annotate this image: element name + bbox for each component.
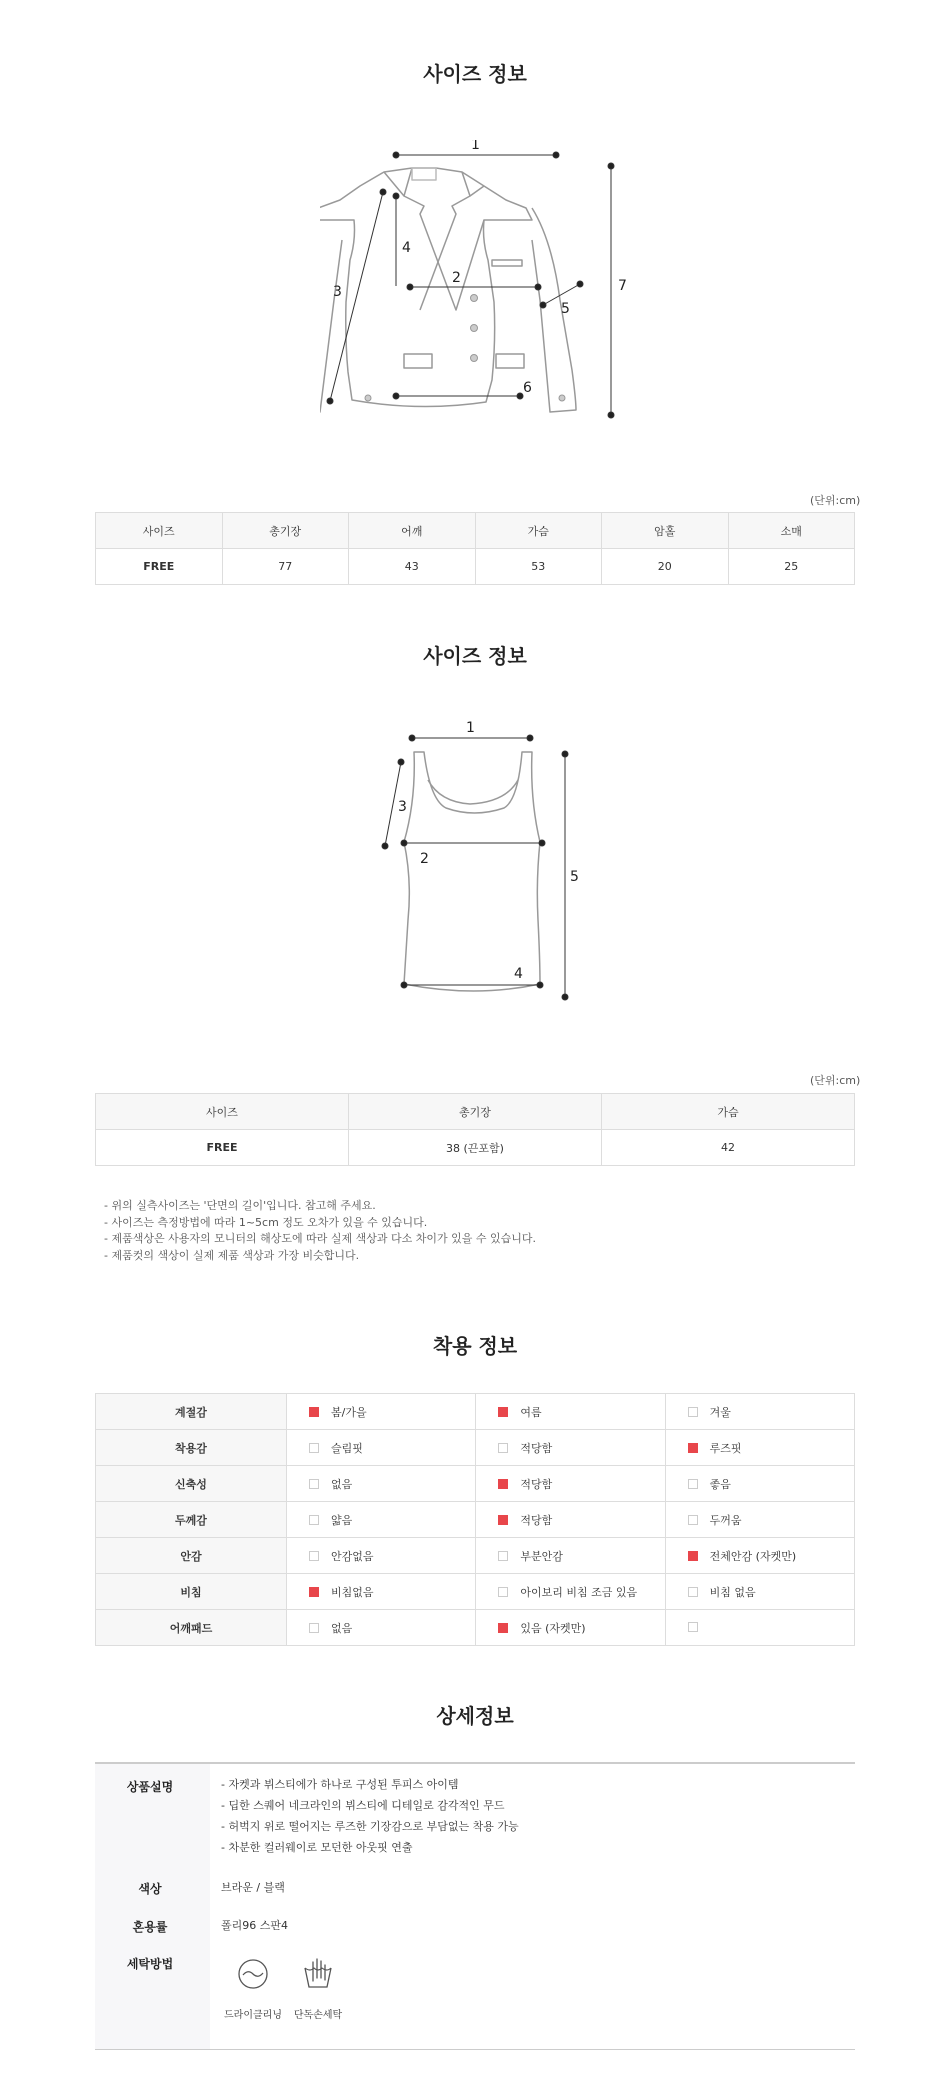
- checked-box-icon: [309, 1587, 319, 1597]
- note-line: - 위의 실측사이즈는 '단면의 길이'입니다. 참고해 주세요.: [104, 1199, 376, 1212]
- header-cell: 총기장: [222, 513, 349, 549]
- header-cell: 총기장: [349, 1094, 602, 1130]
- fit-option-text: 슬림핏: [331, 1441, 363, 1455]
- value-cell: 53: [475, 549, 602, 585]
- fit-option-text: 얇음: [331, 1513, 353, 1527]
- measure-label: 4: [402, 240, 411, 256]
- jacket-size-table: [95, 512, 855, 585]
- desc-lines: [221, 1774, 519, 1858]
- wash-item: [223, 1956, 283, 2021]
- header-cell: 가슴: [475, 513, 602, 549]
- unchecked-box-icon: [688, 1515, 698, 1525]
- fit-option-text: 적당함: [520, 1513, 553, 1527]
- unchecked-box-icon: [688, 1479, 698, 1489]
- value-cell: 42: [602, 1130, 855, 1166]
- fit-option: [665, 1502, 854, 1538]
- header-cell: 사이즈: [96, 513, 223, 549]
- fit-row-label: 비침: [96, 1574, 287, 1610]
- fit-option-text: 겨울: [709, 1405, 731, 1419]
- header-cell: 사이즈: [96, 1094, 349, 1130]
- measure-label: 5: [570, 869, 579, 885]
- desc-line: - 차분한 컬러웨이로 모던한 아웃핏 연출: [221, 1841, 413, 1854]
- measure-label: 7: [618, 278, 627, 294]
- fit-row: [96, 1574, 855, 1610]
- fit-option-text: 전체안감 (자켓만): [709, 1549, 797, 1563]
- fit-option: [287, 1466, 476, 1502]
- fit-option-text: 아이보리 비침 조금 있음: [520, 1585, 638, 1599]
- fit-option: [665, 1574, 854, 1610]
- fit-option-text: 좋음: [709, 1477, 731, 1491]
- checked-box-icon: [498, 1479, 508, 1489]
- fit-row: [96, 1610, 855, 1646]
- detail-info-title: 상세정보: [436, 1704, 514, 1728]
- fit-info-title: 착용 정보: [432, 1334, 518, 1358]
- size-info-title: 사이즈 정보: [423, 62, 527, 86]
- fit-option-text: 적당함: [520, 1441, 553, 1455]
- value-cell: 43: [349, 549, 476, 585]
- header-cell: 어깨: [349, 513, 476, 549]
- unit-label: (단위:cm): [810, 494, 861, 507]
- fit-option: [476, 1466, 665, 1502]
- measure-label: 6: [523, 380, 532, 396]
- header-cell: 가슴: [602, 1094, 855, 1130]
- fit-option: [476, 1430, 665, 1466]
- unchecked-box-icon: [309, 1443, 319, 1453]
- fit-option: [287, 1394, 476, 1430]
- wash-text: 드라이클리닝: [224, 2010, 282, 2021]
- fit-option-text: 봄/가을: [331, 1405, 367, 1419]
- unchecked-box-icon: [309, 1623, 319, 1633]
- note-line: - 사이즈는 측정방법에 따라 1~5cm 정도 오차가 있을 수 있습니다.: [104, 1215, 428, 1229]
- measure-label: 3: [398, 799, 407, 815]
- header-cell: 암홀: [602, 513, 729, 549]
- header-cell: 소매: [728, 513, 855, 549]
- value-cell: 77: [222, 549, 349, 585]
- fit-option: [287, 1610, 476, 1646]
- value-cell: 38 (끈포함): [349, 1130, 602, 1166]
- fit-option: [476, 1610, 665, 1646]
- fit-option-text: 비침 없음: [709, 1585, 756, 1599]
- fit-option-text: 적당함: [520, 1477, 553, 1491]
- fit-option-text: 안감없음: [331, 1549, 374, 1563]
- unchecked-box-icon: [309, 1515, 319, 1525]
- unchecked-box-icon: [498, 1551, 508, 1561]
- measure-label: 1: [466, 720, 475, 736]
- note-line: - 제품컷의 색상이 실제 제품 색상과 가장 비슷합니다.: [104, 1248, 360, 1262]
- checked-box-icon: [688, 1443, 698, 1453]
- checked-box-icon: [498, 1623, 508, 1633]
- fit-info-table: [95, 1393, 855, 1646]
- value-cell: 25: [728, 549, 855, 585]
- measure-label: 5: [561, 301, 570, 317]
- fit-option: [665, 1466, 854, 1502]
- measure-label: 1: [471, 140, 480, 153]
- fit-option-text: 여름: [520, 1405, 542, 1419]
- fit-row: [96, 1394, 855, 1430]
- fit-row-label: 안감: [96, 1538, 287, 1574]
- fit-row-label: 계절감: [96, 1394, 287, 1430]
- desc-line: - 허벅지 위로 떨어지는 루즈한 기장감으로 부담없는 착용 가능: [221, 1820, 519, 1833]
- jacket-diagram: [320, 140, 630, 430]
- unchecked-box-icon: [309, 1479, 319, 1489]
- fit-option-text: 비침없음: [331, 1585, 374, 1599]
- fit-option: [476, 1538, 665, 1574]
- fit-option: [665, 1394, 854, 1430]
- fit-option: [665, 1430, 854, 1466]
- fit-option: [476, 1502, 665, 1538]
- fit-row-label: 어깨패드: [96, 1610, 287, 1646]
- unchecked-box-icon: [498, 1443, 508, 1453]
- unchecked-box-icon: [498, 1587, 508, 1597]
- fit-option-text: 두꺼움: [709, 1513, 742, 1527]
- wash-item: [288, 1956, 348, 2021]
- fit-option: [476, 1394, 665, 1430]
- detail-info-panel: [95, 1762, 855, 2050]
- fit-option-text: 부분안감: [520, 1549, 563, 1563]
- bustier-diagram: [370, 720, 590, 1005]
- fit-row-label: 신축성: [96, 1466, 287, 1502]
- measure-label: 3: [333, 284, 342, 300]
- color-label: 색상: [138, 1882, 162, 1896]
- measure-label: 4: [514, 966, 523, 982]
- fit-option: [476, 1574, 665, 1610]
- desc-line: - 딥한 스퀘어 네크라인의 뷔스티에 디테일로 감각적인 무드: [221, 1799, 505, 1812]
- checked-box-icon: [498, 1515, 508, 1525]
- fit-row: [96, 1430, 855, 1466]
- fit-option-text: 루즈핏: [709, 1441, 742, 1455]
- checked-box-icon: [688, 1551, 698, 1561]
- fit-option-text: 없음: [331, 1621, 353, 1635]
- desc-line: - 자켓과 뷔스티에가 하나로 구성된 투피스 아이템: [221, 1778, 459, 1791]
- fit-row: [96, 1502, 855, 1538]
- fit-option: [287, 1430, 476, 1466]
- bustier-size-table: [95, 1093, 855, 1166]
- fit-option: [665, 1538, 854, 1574]
- dry-clean-icon: [235, 1956, 271, 1992]
- checked-box-icon: [498, 1407, 508, 1417]
- desc-label: 상품설명: [126, 1780, 174, 1794]
- fit-option-text: 있음 (자켓만): [520, 1621, 586, 1635]
- color-value: 브라운 / 블랙: [221, 1881, 285, 1894]
- fit-option-text: 없음: [331, 1477, 353, 1491]
- fit-row-label: 두께감: [96, 1502, 287, 1538]
- fit-option: [287, 1538, 476, 1574]
- measure-label: 2: [452, 270, 461, 286]
- unchecked-box-icon: [688, 1587, 698, 1597]
- wash-label: 세탁방법: [126, 1957, 174, 1971]
- size-cell: FREE: [96, 1130, 349, 1166]
- fit-option: [287, 1502, 476, 1538]
- size-info-title: 사이즈 정보: [423, 644, 527, 668]
- fit-row-label: 착용감: [96, 1430, 287, 1466]
- hand-wash-icon: [300, 1956, 336, 1992]
- wash-text: 단독손세탁: [293, 2010, 343, 2021]
- note-line: - 제품색상은 사용자의 모니터의 해상도에 따라 실제 색상과 다소 차이가 있을 수 있습니다.: [104, 1232, 536, 1245]
- material-label: 혼용률: [132, 1920, 168, 1934]
- unchecked-box-icon: [309, 1551, 319, 1561]
- value-cell: 20: [602, 549, 729, 585]
- size-cell: FREE: [96, 549, 223, 585]
- checked-box-icon: [309, 1407, 319, 1417]
- size-notes: [104, 1198, 536, 1264]
- unit-label: (단위:cm): [810, 1074, 861, 1087]
- measure-label: 2: [420, 851, 429, 867]
- fit-option: [665, 1610, 854, 1646]
- unchecked-box-icon: [688, 1407, 698, 1417]
- fit-row: [96, 1538, 855, 1574]
- material-value: 폴리96 스판4: [221, 1919, 288, 1932]
- unchecked-box-icon: [688, 1622, 698, 1632]
- fit-row: [96, 1466, 855, 1502]
- fit-option: [287, 1574, 476, 1610]
